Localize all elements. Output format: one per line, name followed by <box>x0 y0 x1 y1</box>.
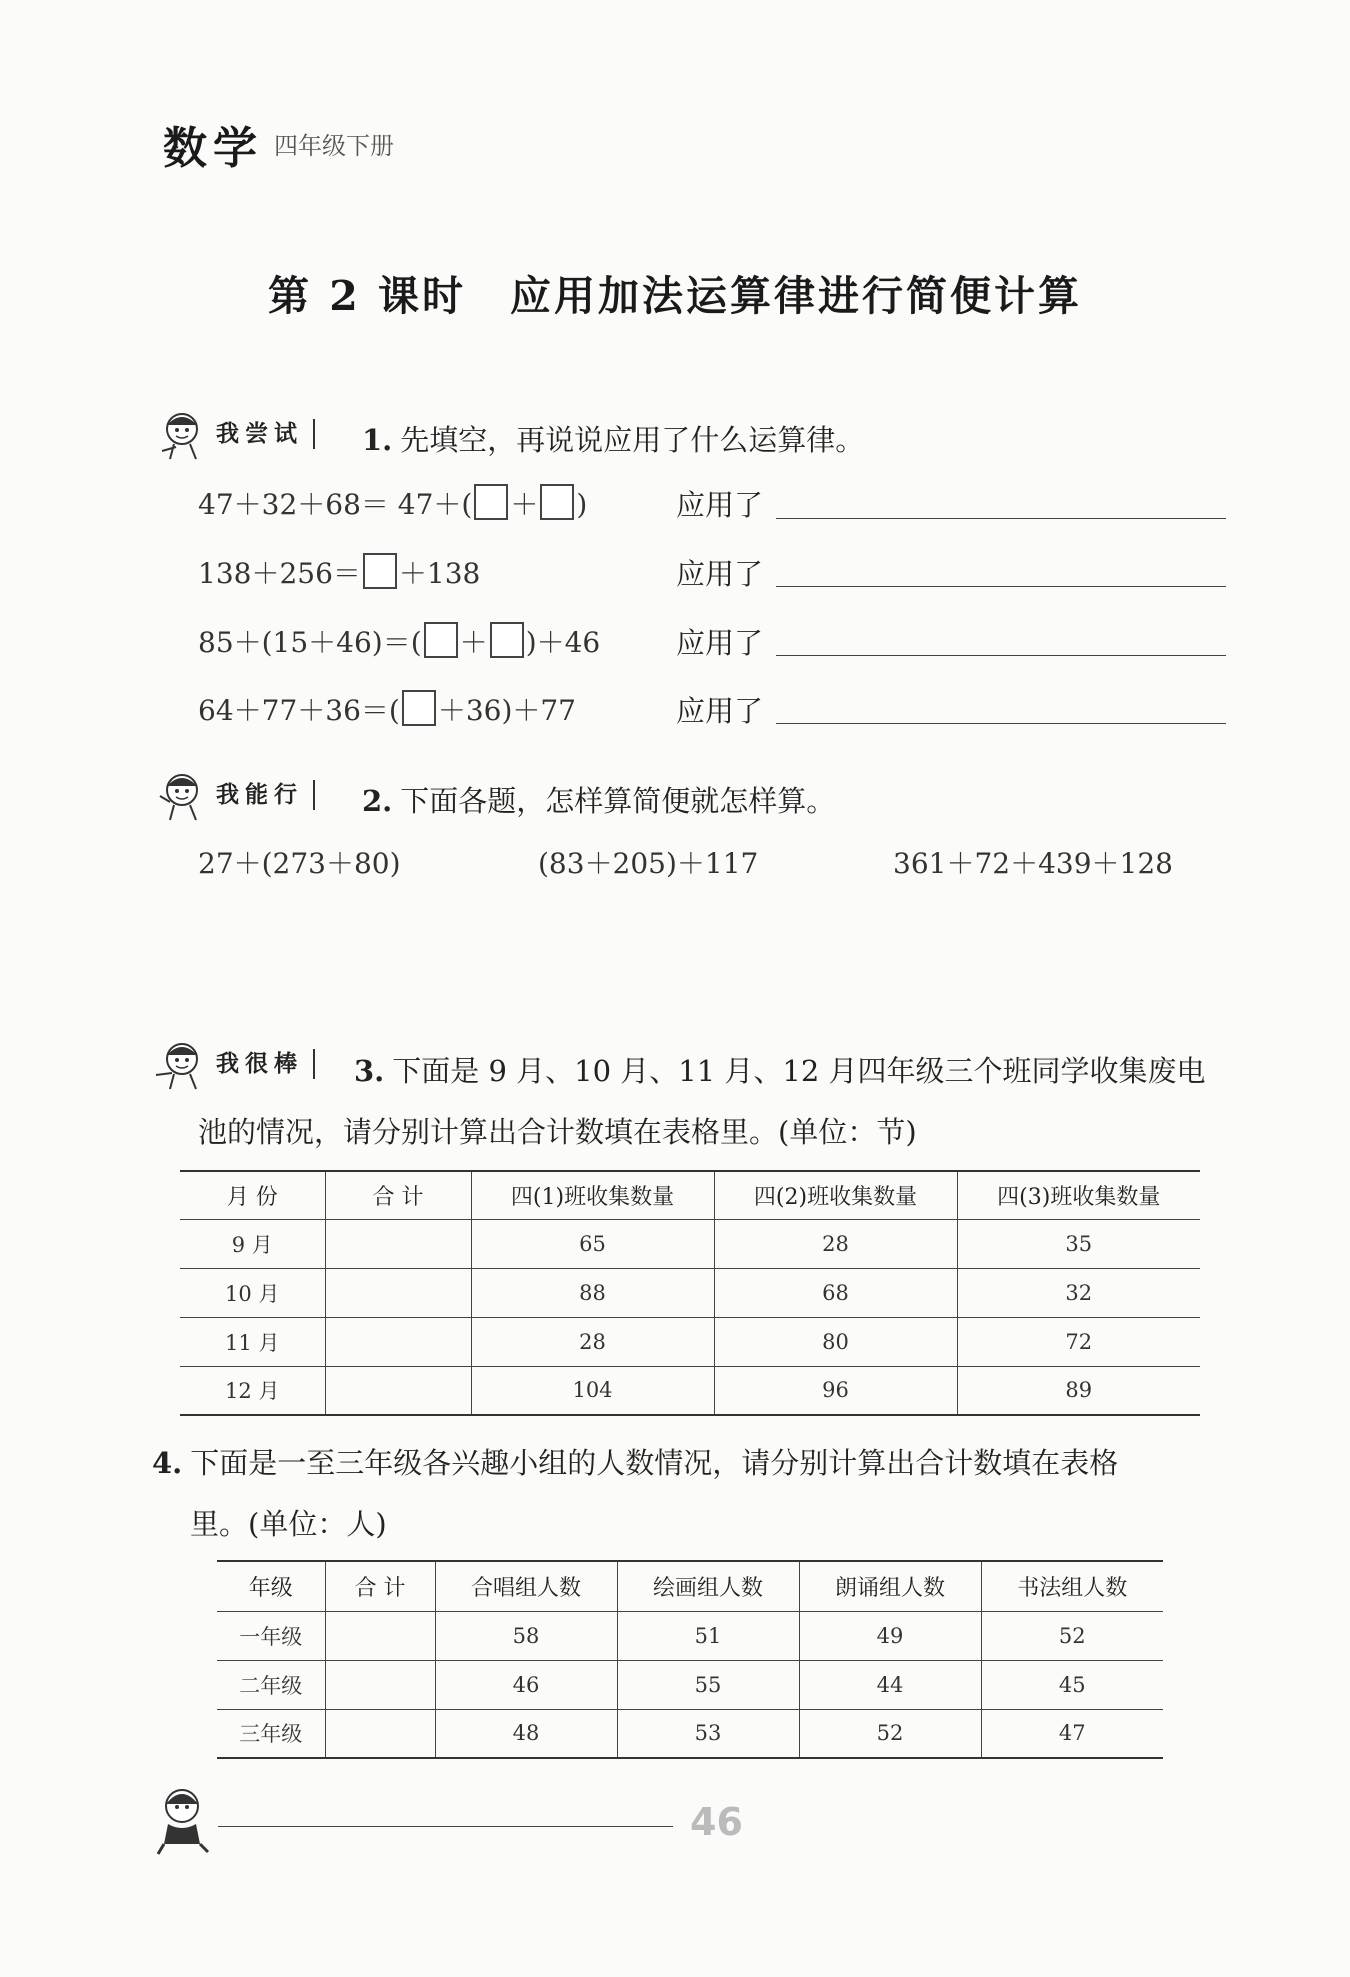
applied-label: 应用了 <box>676 626 764 660</box>
expression-text: 64＋77＋36＝( <box>198 694 400 727</box>
table-row <box>217 1709 1163 1758</box>
interest-group-table <box>217 1560 1163 1759</box>
badge-label: 我很棒 <box>216 1049 315 1079</box>
expression-text: ＋ <box>510 488 539 521</box>
answer-box[interactable] <box>540 484 574 520</box>
lesson-title <box>0 263 1350 322</box>
value-cell: 88 <box>471 1268 714 1317</box>
value-cell: 80 <box>714 1317 957 1366</box>
value-cell: 35 <box>957 1219 1200 1268</box>
table-row <box>180 1366 1200 1415</box>
fill-expression-2 <box>198 552 480 592</box>
answer-box[interactable] <box>402 690 436 726</box>
value-cell: 96 <box>714 1366 957 1415</box>
badge-label: 我尝试 <box>216 419 315 449</box>
expression-text: 138＋256＝ <box>198 557 361 590</box>
mascot-icon <box>152 1035 210 1093</box>
value-cell: 45 <box>981 1660 1163 1709</box>
row-grade: 一年级 <box>217 1611 325 1660</box>
value-cell: 47 <box>981 1709 1163 1758</box>
mascot-icon <box>152 766 210 824</box>
value-cell: 72 <box>957 1317 1200 1366</box>
header-choir: 合唱组人数 <box>435 1561 617 1611</box>
row-month: 11 月 <box>180 1317 325 1366</box>
value-cell: 68 <box>714 1268 957 1317</box>
value-cell: 46 <box>435 1660 617 1709</box>
header-total: 合 计 <box>325 1171 471 1219</box>
footer-rule <box>218 1826 673 1827</box>
expression-text: 85＋(15＋46)＝( <box>198 626 422 659</box>
fill-expression-1 <box>198 483 587 523</box>
total-cell[interactable] <box>325 1219 471 1268</box>
row-grade: 二年级 <box>217 1660 325 1709</box>
expression-text: )＋46 <box>525 626 601 659</box>
row-month: 9 月 <box>180 1219 325 1268</box>
lesson-number: 第 2 课时 <box>267 272 467 320</box>
total-cell[interactable] <box>325 1268 471 1317</box>
applied-label: 应用了 <box>676 557 764 591</box>
header-painting: 绘画组人数 <box>617 1561 799 1611</box>
footer-mascot-icon <box>150 1782 214 1856</box>
question-3-prompt-line2: 池的情况，请分别计算出合计数填在表格里。(单位：节) <box>198 1115 917 1149</box>
applied-label: 应用了 <box>676 694 764 728</box>
question-number: 4. <box>152 1446 183 1480</box>
total-cell[interactable] <box>325 1317 471 1366</box>
table-row <box>180 1317 1200 1366</box>
question-text-line1: 下面是一至三年级各兴趣小组的人数情况，请分别计算出合计数填在表格 <box>190 1446 1119 1480</box>
value-cell: 58 <box>435 1611 617 1660</box>
page-number: 46 <box>690 1800 743 1844</box>
value-cell: 28 <box>714 1219 957 1268</box>
header-recitation: 朗诵组人数 <box>799 1561 981 1611</box>
answer-box[interactable] <box>363 553 397 589</box>
value-cell: 44 <box>799 1660 981 1709</box>
value-cell: 89 <box>957 1366 1200 1415</box>
value-cell: 48 <box>435 1709 617 1758</box>
table-row <box>217 1660 1163 1709</box>
badge-try <box>152 405 315 463</box>
expression-text: ) <box>576 488 588 521</box>
table-header-row <box>217 1561 1163 1611</box>
answer-box[interactable] <box>490 622 524 658</box>
expression-text: 47＋32＋68＝ 47＋( <box>198 488 473 521</box>
answer-line[interactable] <box>776 586 1226 587</box>
value-cell: 52 <box>799 1709 981 1758</box>
expression-text: ＋36)＋77 <box>437 694 576 727</box>
value-cell: 49 <box>799 1611 981 1660</box>
question-text-line1: 下面是 9 月、10 月、11 月、12 月四年级三个班同学收集废电 <box>392 1054 1206 1088</box>
header-month: 月 份 <box>180 1171 325 1219</box>
answer-box[interactable] <box>424 622 458 658</box>
value-cell: 65 <box>471 1219 714 1268</box>
header-class-1: 四(1)班收集数量 <box>471 1171 714 1219</box>
calc-expression-2: (83＋205)＋117 <box>538 847 759 880</box>
total-cell[interactable] <box>325 1660 435 1709</box>
battery-collection-table <box>180 1170 1200 1416</box>
answer-box[interactable] <box>474 484 508 520</box>
answer-line[interactable] <box>776 518 1226 519</box>
table-row <box>217 1611 1163 1660</box>
question-text: 下面各题，怎样算简便就怎样算。 <box>400 784 836 818</box>
subject-title: 数学 <box>163 123 263 174</box>
table-row <box>180 1219 1200 1268</box>
question-number: 3. <box>354 1054 385 1088</box>
calc-expression-1: 27＋(273＋80) <box>198 847 401 880</box>
header-grade: 年级 <box>217 1561 325 1611</box>
answer-line[interactable] <box>776 723 1226 724</box>
applied-label: 应用了 <box>676 488 764 522</box>
expression-text: ＋138 <box>398 557 481 590</box>
table-row <box>180 1268 1200 1317</box>
header-calligraphy: 书法组人数 <box>981 1561 1163 1611</box>
total-cell[interactable] <box>325 1709 435 1758</box>
grade-label: 四年级下册 <box>274 132 394 160</box>
header-total: 合 计 <box>325 1561 435 1611</box>
calc-expression-3: 361＋72＋439＋128 <box>893 847 1173 880</box>
header-class-3: 四(3)班收集数量 <box>957 1171 1200 1219</box>
total-cell[interactable] <box>325 1366 471 1415</box>
value-cell: 52 <box>981 1611 1163 1660</box>
question-4-prompt-line2: 里。(单位：人) <box>190 1507 387 1541</box>
table-header-row <box>180 1171 1200 1219</box>
badge-can-do <box>152 766 315 824</box>
question-number: 2. <box>362 784 393 818</box>
mascot-icon <box>152 405 210 463</box>
row-grade: 三年级 <box>217 1709 325 1758</box>
row-month: 10 月 <box>180 1268 325 1317</box>
fill-expression-3 <box>198 621 600 661</box>
value-cell: 53 <box>617 1709 799 1758</box>
fill-expression-4 <box>198 689 576 729</box>
question-1-prompt <box>362 418 864 459</box>
value-cell: 51 <box>617 1611 799 1660</box>
header-class-2: 四(2)班收集数量 <box>714 1171 957 1219</box>
badge-great <box>152 1035 315 1093</box>
expression-text: ＋ <box>459 626 488 659</box>
total-cell[interactable] <box>325 1611 435 1660</box>
question-3-prompt <box>354 1049 1206 1090</box>
value-cell: 104 <box>471 1366 714 1415</box>
value-cell: 55 <box>617 1660 799 1709</box>
question-text: 先填空，再说说应用了什么运算律。 <box>400 423 865 457</box>
lesson-name: 应用加法运算律进行简便计算 <box>510 272 1083 320</box>
value-cell: 32 <box>957 1268 1200 1317</box>
value-cell: 28 <box>471 1317 714 1366</box>
question-number: 1. <box>362 423 393 457</box>
badge-label: 我能行 <box>216 780 315 810</box>
question-2-prompt <box>362 779 835 820</box>
question-4-prompt <box>152 1441 1118 1482</box>
answer-line[interactable] <box>776 655 1226 656</box>
row-month: 12 月 <box>180 1366 325 1415</box>
